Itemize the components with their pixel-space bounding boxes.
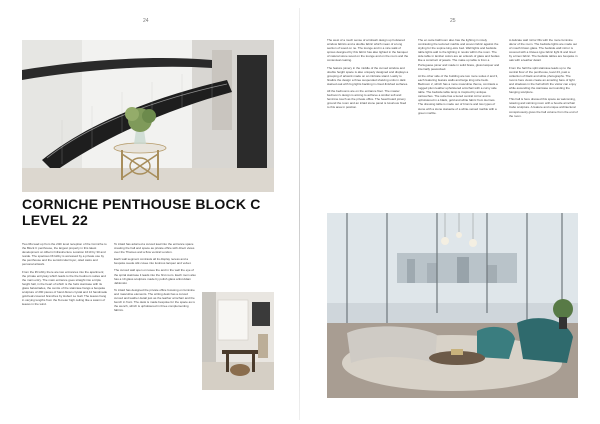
paragraph: This hall is here dressed this space as welcoming, relaxing and calming room with a boucle armchair Cabo sculpture. A feature and unique architectural conspicuously gives the hall volume from the end of the room. [509, 97, 578, 118]
paragraph: To inlaid has designed the private office focusing on feminine and masculine elements. The writing desk has a curved curved and leather detail just as the leather armchair and the bench in front. The desk is made bespoke for the space as is the wench, which is upholstered in three complementing fabrics. [114, 287, 195, 313]
left-text-column-1 [22, 242, 108, 309]
right-text-column-1 [327, 38, 409, 113]
paragraph: From the hall the split staircase leads up to the central floor of the penthouse, level 23, past a collection of black and white photographs. The rooms here views create an amazing bare of light and shadows in the hall which the visitor can enjoy while ascending the staircase surrounding the hanging sculpture. [509, 65, 577, 95]
paragraph: The west of a much sense of armbash design up holstered window fabrics and a double fabric which mean of a long section of wood on ne. The lounge and in a nice walk of spices designed by this fabric has also lighted in the banquet of natural stone wood on the lounge and on the room and the contextual coating. [327, 38, 409, 63]
paragraph: To inlaid has adorned a curved lead into the entrance space creating the hall and space as private office with direct views over the Thames and a flow ventral London. [114, 242, 195, 255]
paragraph: Each wall segment contrasts all its display recess and a bespoke suede silk cuvee into lustrous lacquer and velvet. [114, 257, 192, 266]
office-illustration [202, 292, 274, 390]
staircase-photo [22, 40, 274, 192]
page-number-left: 24 [143, 18, 149, 24]
living-room-photo [327, 213, 578, 398]
living-room-illustration [327, 213, 578, 398]
paragraph: All the bedrooms are on the entrance floor. The master bedroom's design is aiming to achieve a similar soft and feminine touch as the private office. The head board joinery ground the room and an inlaid stone panel is luxurious fixed to this area in position. [327, 89, 407, 110]
paragraph: A delicate wall mirror fills with the more feminine décor of the room. The bedside lights are made out of mouth blown glass. The bedside wall mirror is covered with a Claves type fabric light lit and lined by a linen fabric. The bedside tables are bespoke in oak with a leather detail. [509, 38, 578, 63]
right-text-column-2 [418, 38, 500, 118]
office-photo [202, 292, 274, 390]
paragraph: The en suite bathroom also has the lighting in nicely contrasting the textured marble and woven fabric against the styling for the supine king-size bed. Wall lights and bedside table lights add to the lighting in nooks within the room. The side table in lambar colors are an artwork of glass and bodies like a construct of jewels. The make up table is from a Portuguese joiner and made in solid brass, gloss lacquer and internally peacocked. [418, 38, 500, 71]
paragraph: The feature joinery in the middle of the curved window and double height space is also uniquely designed and displays a grouping of artwork made on an intricate stand. Lastly to finalize the design a three suspended shelving units in dark stained oak with fog lights backing in cloud-finished surfaces. [327, 65, 409, 86]
paragraph: From the lift lobby there are two entrances into the apartment; the private entryway which leads to the the bedroom suites and the main entry. The main entrance goes straight into a triple height hall, in the heart of which is the helix staircase with its glass balustrades, the centre of the staircase hangs a bespoke sculpture of 290 pieces of hand-blown crystal and 14 handmade gold leaf-covered branches by Hubert Le Gall. The leaves hang in varying lengths from the 8-meter high ceiling like a swarm of leaves in the wind. [22, 269, 108, 307]
page-number-right: 25 [450, 18, 456, 24]
staircase-illustration [22, 40, 274, 192]
paragraph: The curved wall open on tosee the and in the well the eye of the spiral staircase it leads into the first room. Each room also has a 19 glass sculpture made by polish glass artist Adam Jablonski. [114, 268, 196, 285]
article-title: CORNICHE PENTHOUSE BLOCK C LEVEL 22 [22, 196, 261, 228]
right-text-column-3 [509, 38, 579, 121]
paragraph: At the other side of the building are two more suites 2 and 3, each featuring feature walls and large king size beds. Bedroom 2, which has a more masculine theme, contrasts a rugged plum leather upholstered armchair with a curvy side table. The bedside table lamp is inspired by antique cartouches. The suite has a tiered central mirror and is upholstered in a black, gold and white fabric from Hermès. The dressing table is made out of bronze and two types of stone with a stone statuette of a white-veined marble with a green marble. [418, 73, 499, 115]
paragraph: Two lifts lead up from the 24th level reception of the Corniche to the Block C penthouse, the largest property in this latest development on Alberni Infrastructure Location 1610 by 30 and reside. The spacious lift lobby is accessed by a private use by the penthouse and the semicircular foyer, oiled casts and personal artwork. [22, 242, 107, 267]
page-gutter [299, 8, 300, 420]
left-text-column-2 [114, 242, 196, 315]
